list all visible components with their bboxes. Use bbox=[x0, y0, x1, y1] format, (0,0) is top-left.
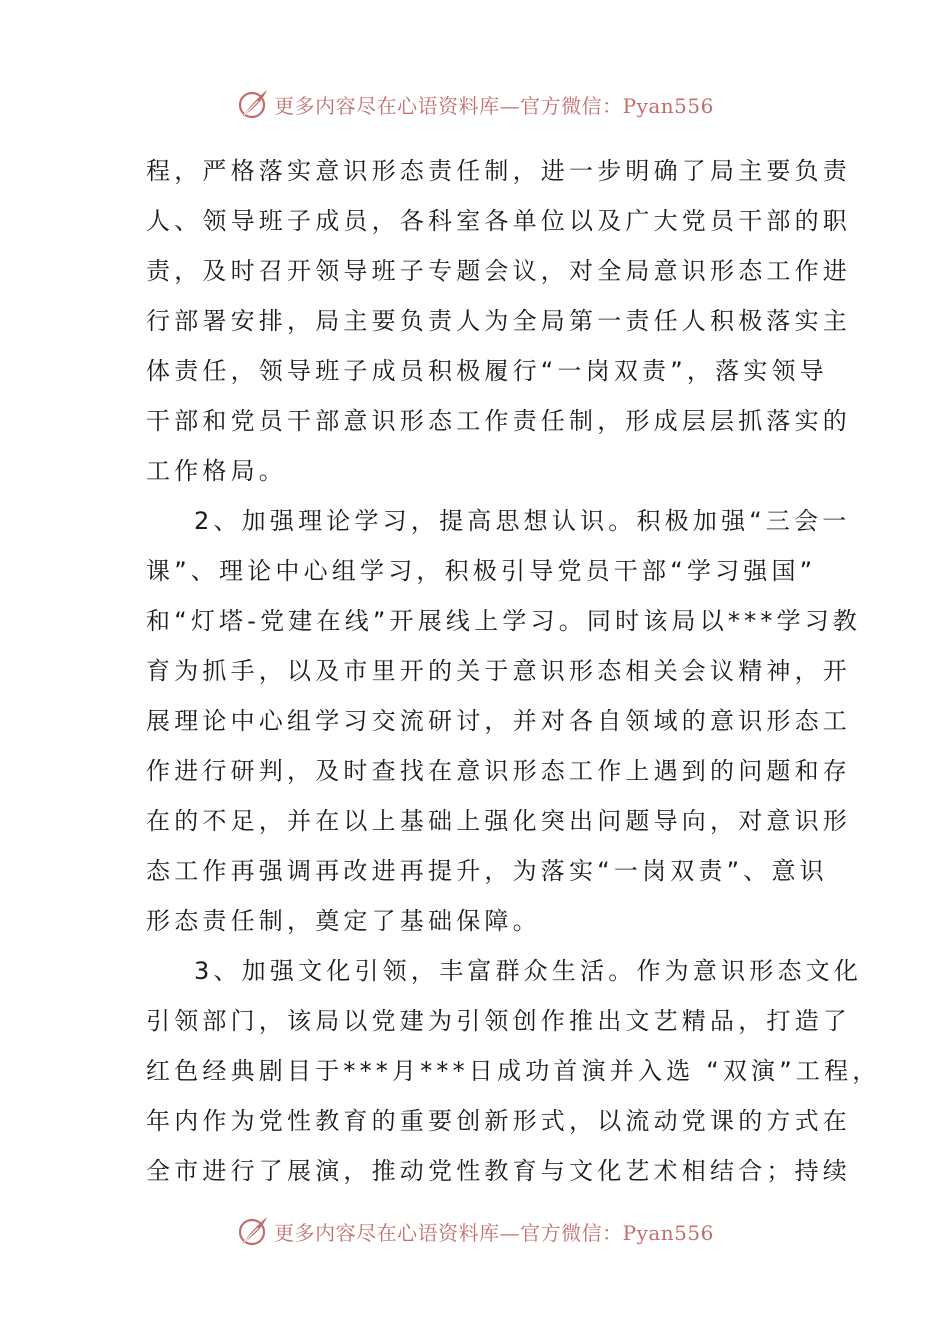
text-line: 3、加强文化引领，丰富群众生活。作为意识形态文化 bbox=[194, 957, 863, 985]
text-line: 程，严格落实意识形态责任制，进一步明确了局主要负责 bbox=[146, 157, 851, 185]
text-line: 年内作为党性教育的重要创新形式，以流动党课的方式在 bbox=[146, 1107, 851, 1135]
text-line: 人、领导班子成员，各科室各单位以及广大党员干部的职 bbox=[146, 207, 851, 235]
watermark-text: 更多内容尽在心语资料库—官方微信：Pyan556 bbox=[274, 93, 714, 118]
quill-logo-icon bbox=[236, 87, 270, 121]
text-line: 红色经典剧目于***月***日成功首演并入选 “双演”工程， bbox=[146, 1057, 881, 1085]
text-line: 作进行研判，及时查找在意识形态工作上遇到的问题和存 bbox=[146, 757, 851, 785]
header-watermark bbox=[0, 84, 950, 124]
text-line: 和“灯塔-党建在线”开展线上学习。同时该局以***学习教 bbox=[146, 607, 862, 635]
text-line: 展理论中心组学习交流研讨，并对各自领域的意识形态工 bbox=[146, 707, 851, 735]
text-line: 责，及时召开领导班子专题会议，对全局意识形态工作进 bbox=[146, 257, 851, 285]
text-line: 育为抓手，以及市里开的关于意识形态相关会议精神，开 bbox=[146, 657, 851, 685]
text-line: 工作格局。 bbox=[146, 457, 287, 485]
document-body bbox=[146, 146, 881, 1196]
text-line: 课”、理论中心组学习，积极引导党员干部“学习强国” bbox=[146, 557, 817, 585]
text-line: 2、加强理论学习，提高思想认识。积极加强“三会一 bbox=[194, 507, 851, 535]
watermark-text: 更多内容尽在心语资料库—官方微信：Pyan556 bbox=[274, 1220, 714, 1245]
text-line: 态工作再强调再改进再提升，为落实“一岗双责”、意识 bbox=[146, 857, 828, 885]
text-line: 全市进行了展演，推动党性教育与文化艺术相结合；持续 bbox=[146, 1157, 851, 1185]
text-line: 在的不足，并在以上基础上强化突出问题导向，对意识形 bbox=[146, 807, 851, 835]
quill-logo-icon bbox=[236, 1214, 270, 1248]
text-line: 引领部门，该局以党建为引领创作推出文艺精品，打造了 bbox=[146, 1007, 851, 1035]
text-line: 形态责任制，奠定了基础保障。 bbox=[146, 907, 541, 935]
footer-watermark bbox=[0, 1211, 950, 1251]
text-line: 干部和党员干部意识形态工作责任制，形成层层抓落实的 bbox=[146, 407, 851, 435]
text-line: 体责任，领导班子成员积极履行“一岗双责”，落实领导 bbox=[146, 357, 828, 385]
text-line: 行部署安排，局主要负责人为全局第一责任人积极落实主 bbox=[146, 307, 851, 335]
